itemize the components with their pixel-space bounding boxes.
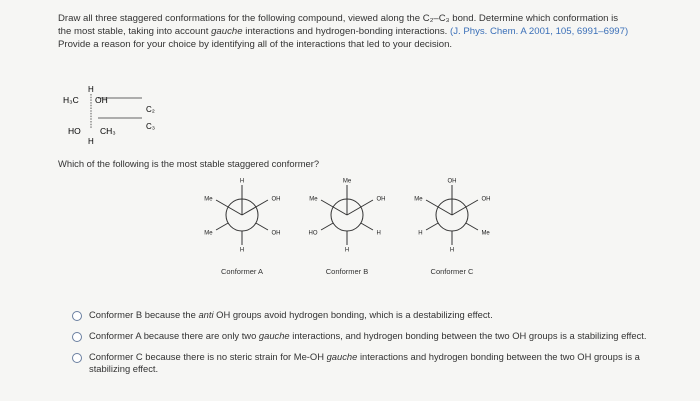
question-text bbox=[58, 12, 668, 51]
option-b-italic: anti bbox=[198, 309, 214, 320]
newman-c-front-2-label: OH bbox=[481, 196, 491, 203]
structure-bottom-h: H bbox=[88, 137, 94, 146]
citation-link[interactable]: (J. Phys. Chem. A 2001, 105, 6991–6997) bbox=[450, 26, 629, 37]
structure-bottom-left: HO bbox=[68, 126, 81, 136]
structure-top-right: OH bbox=[95, 95, 108, 105]
newman-b-front-1-bond bbox=[321, 200, 347, 215]
newman-c-front-0-label: OH bbox=[447, 178, 457, 185]
newman-c-back-0-label: H bbox=[418, 230, 423, 237]
newman-a-back-0-label: Me bbox=[204, 230, 213, 237]
newman-projections bbox=[190, 172, 510, 282]
option-a-radio[interactable] bbox=[72, 332, 82, 342]
structure-c3: C₃ bbox=[146, 122, 156, 131]
conformer-b-label: Conformer B bbox=[325, 267, 369, 276]
newman-c-back-0-bond bbox=[426, 223, 438, 230]
newman-b-back-1-label: H bbox=[376, 230, 381, 237]
answer-options bbox=[72, 309, 662, 384]
option-c-radio[interactable] bbox=[72, 353, 82, 363]
question-line-3: Provide a reason for your choice by identifying all of the interactions that led to your decision. bbox=[58, 39, 453, 50]
newman-b-front-1-label: Me bbox=[309, 196, 318, 203]
option-a-text[interactable] bbox=[89, 330, 649, 342]
newman-a-back-1-label: OH bbox=[271, 230, 281, 237]
option-b-text[interactable] bbox=[89, 309, 649, 321]
question-line-2-a: the most stable, taking into account bbox=[58, 26, 212, 37]
option-c-lead: Conformer C because there is no steric strain for Me-OH bbox=[89, 351, 327, 362]
newman-svg bbox=[190, 172, 510, 282]
newman-b-back-0-label: HO bbox=[308, 230, 318, 237]
newman-a-back-2-label: H bbox=[239, 247, 245, 254]
question-gauche: gauche bbox=[211, 26, 243, 37]
option-b-rest: OH groups avoid hydrogen bonding, which is a destabilizing effect. bbox=[213, 309, 493, 320]
structure-bottom-right: CH₃ bbox=[100, 126, 116, 136]
conformer-c-label: Conformer C bbox=[430, 267, 474, 276]
newman-a-back-1-bond bbox=[256, 223, 268, 230]
option-a-rest: interactions, and hydrogen bonding between the two OH groups is a stabilizing effect. bbox=[289, 330, 647, 341]
newman-a-back-0-bond bbox=[216, 223, 228, 230]
newman-a-front-2-label: OH bbox=[271, 196, 281, 203]
newman-c-back-1-label: Me bbox=[481, 230, 490, 237]
newman-c-back-2-label: H bbox=[449, 247, 455, 254]
option-a-lead: Conformer A because there are only two bbox=[89, 330, 259, 341]
question-line-1: Draw all three staggered conformations for the following compound, viewed along the C₂–C₃ bond. Determine which conformation is bbox=[58, 13, 619, 24]
conformer-a-label: Conformer A bbox=[220, 267, 264, 276]
option-c-text[interactable] bbox=[89, 351, 649, 375]
option-c-rest: interactions and hydrogen bonding between the two OH groups is a stabilizing effect. bbox=[89, 351, 640, 374]
newman-b-back-1-bond bbox=[361, 223, 373, 230]
newman-c-front-1-bond bbox=[426, 200, 452, 215]
newman-b-front-2-bond bbox=[347, 200, 373, 215]
newman-a-front-2-bond bbox=[242, 200, 268, 215]
newman-b-back-2-label: H bbox=[344, 247, 350, 254]
newman-b-front-2-label: OH bbox=[376, 196, 386, 203]
structure-c2: C₂ bbox=[146, 105, 155, 114]
option-c-italic: gauche bbox=[326, 351, 358, 362]
newman-b-back-0-bond bbox=[321, 223, 333, 230]
option-b[interactable] bbox=[72, 309, 662, 321]
question-line-2 bbox=[58, 25, 668, 38]
newman-c-front-2-bond bbox=[452, 200, 478, 215]
option-b-lead: Conformer B because the bbox=[89, 309, 199, 320]
newman-a-front-1-bond bbox=[216, 200, 242, 215]
fischer-projection bbox=[58, 84, 178, 154]
option-a[interactable] bbox=[72, 330, 662, 342]
question-line-2-b: interactions and hydrogen-bonding interactions. bbox=[242, 26, 451, 37]
structure-top-left: H₃C bbox=[63, 95, 79, 105]
newman-a-front-1-label: Me bbox=[204, 196, 213, 203]
newman-c-back-1-bond bbox=[466, 223, 478, 230]
sub-question: Which of the following is the most stable staggered conformer? bbox=[58, 158, 320, 169]
option-a-italic: gauche bbox=[258, 330, 290, 341]
newman-b-front-0-label: Me bbox=[342, 178, 352, 185]
structure-top-h: H bbox=[88, 85, 94, 94]
option-b-radio[interactable] bbox=[72, 311, 82, 321]
newman-a-front-0-label: H bbox=[239, 178, 245, 185]
newman-c-front-1-label: Me bbox=[414, 196, 423, 203]
option-c[interactable] bbox=[72, 351, 662, 375]
